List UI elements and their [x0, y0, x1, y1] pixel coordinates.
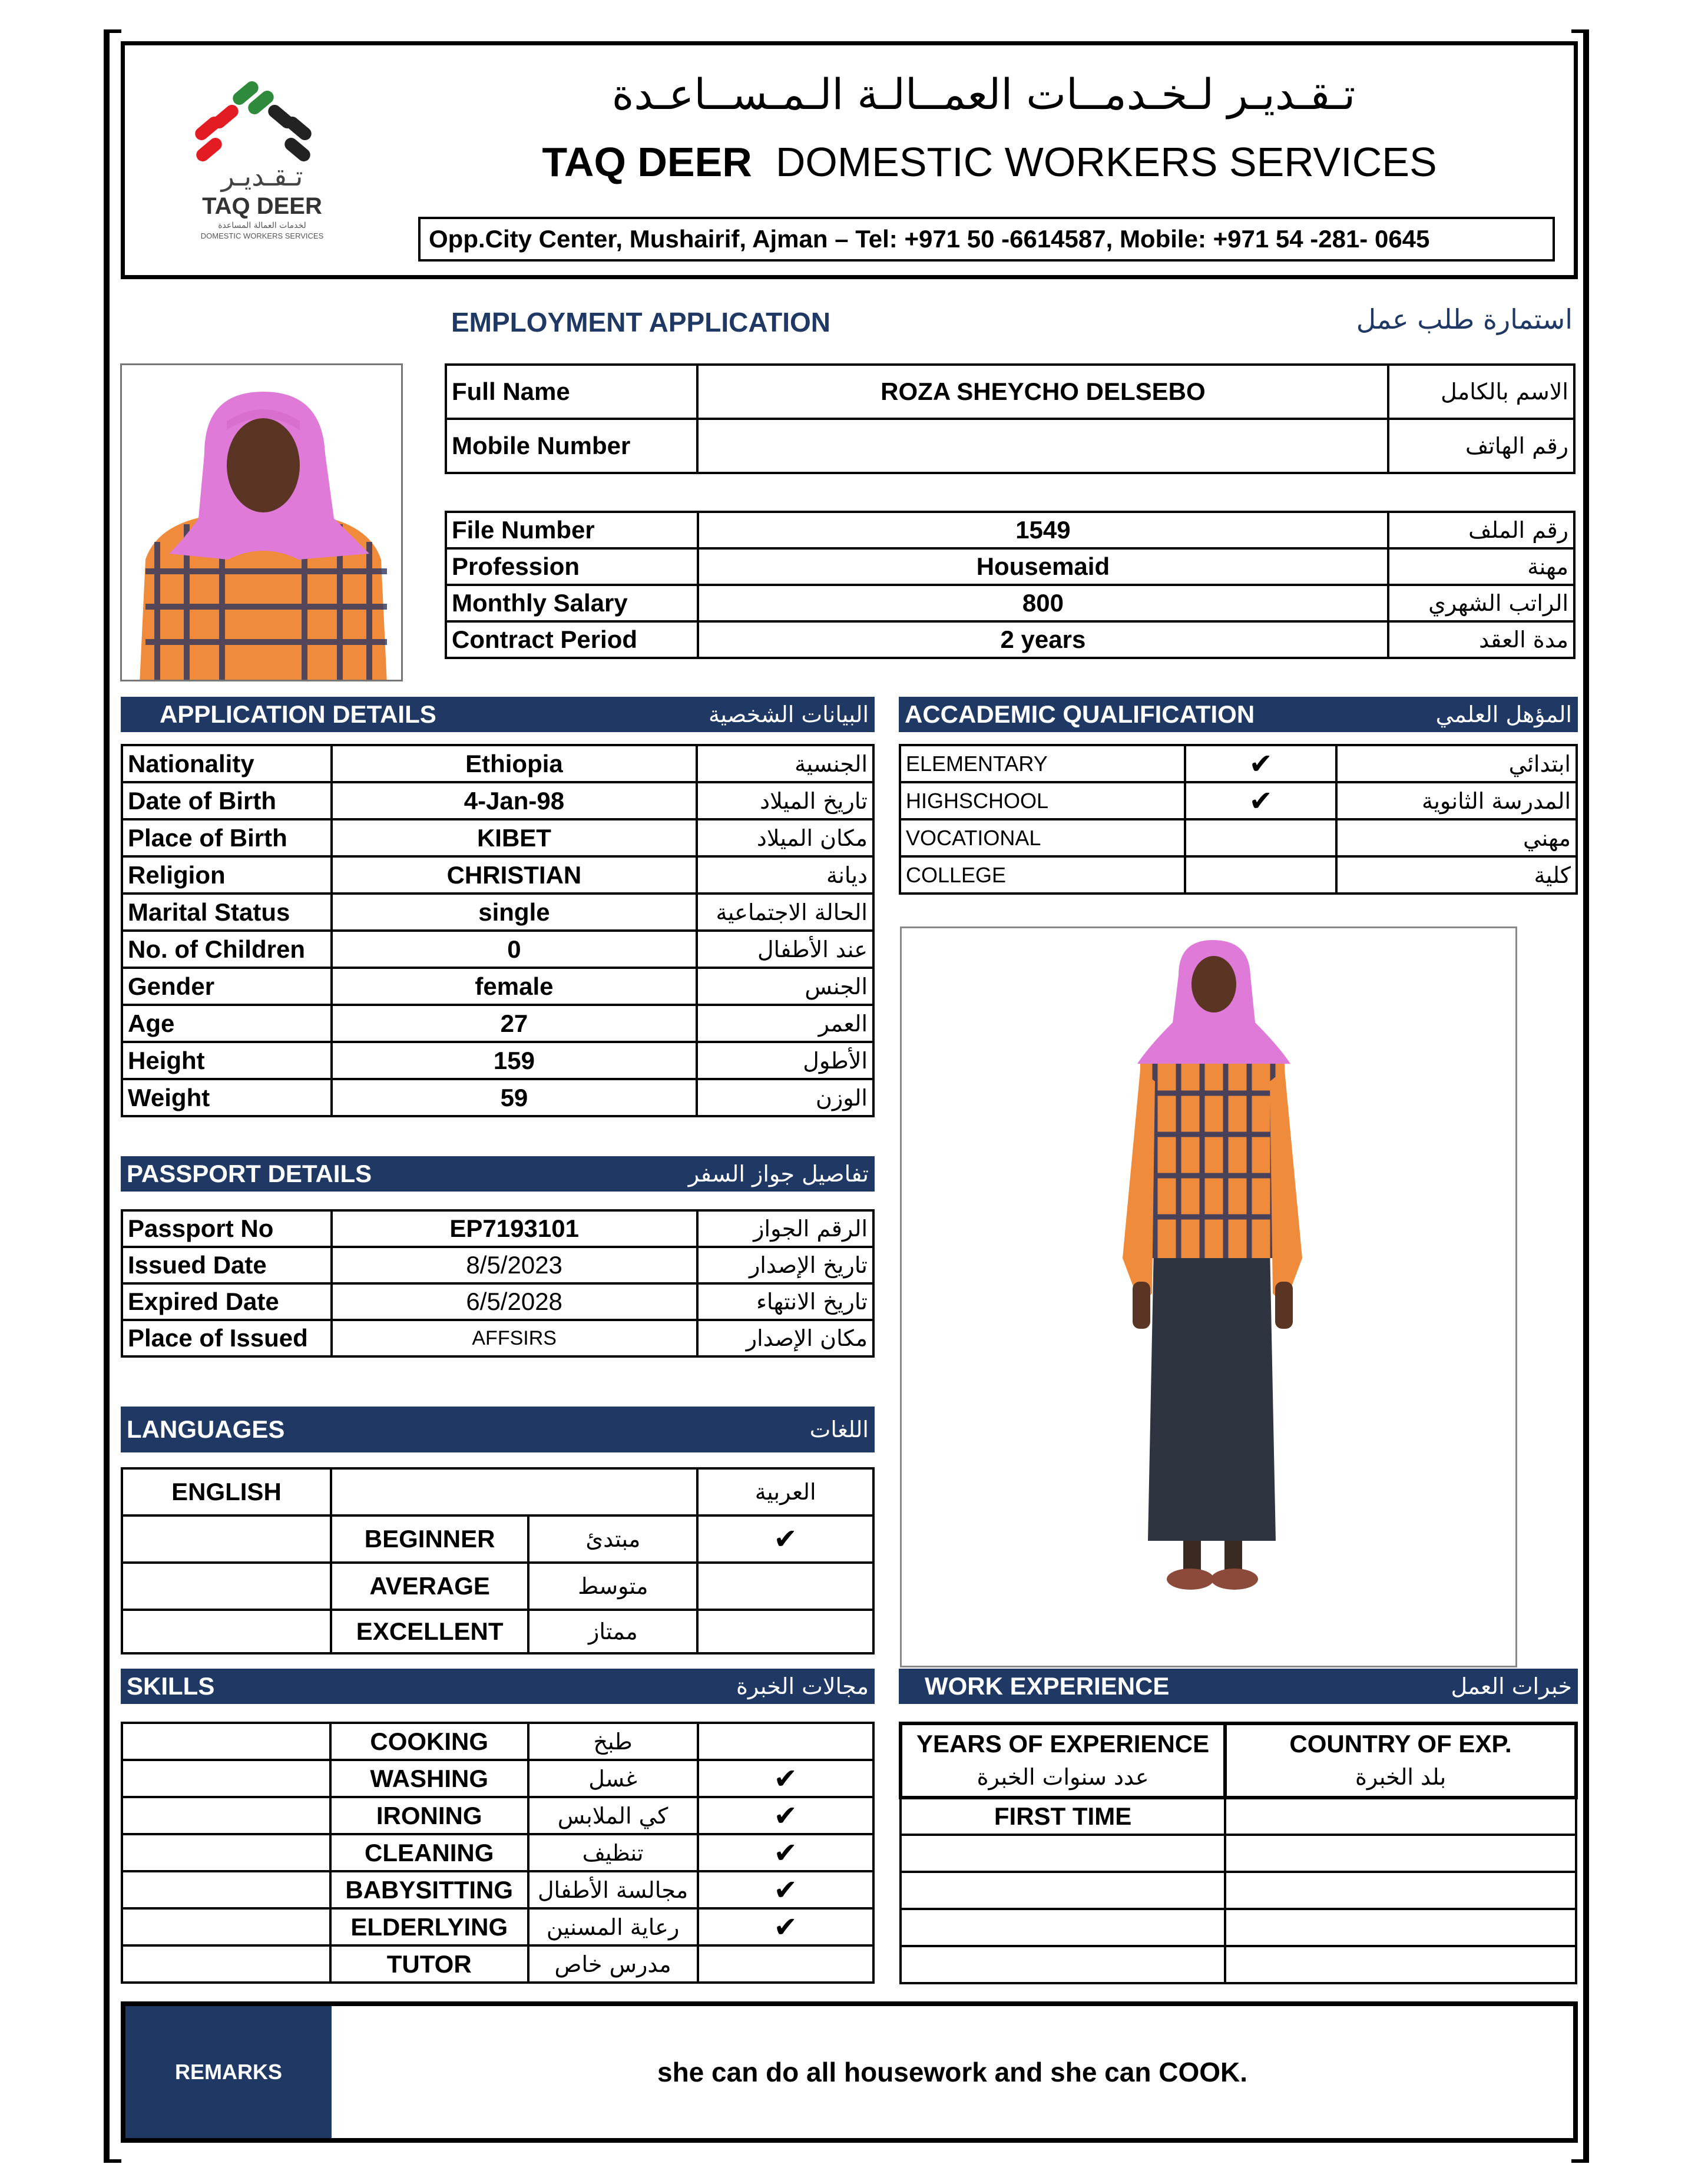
- field-label: Gender: [122, 968, 332, 1005]
- field-label: Profession: [446, 548, 698, 585]
- field-value: CHRISTIAN: [332, 856, 697, 894]
- field-label-arabic: تاريخ الميلاد: [697, 782, 873, 819]
- section-title: PASSPORT DETAILS: [127, 1160, 372, 1187]
- language-english: ENGLISH: [122, 1468, 331, 1515]
- field-value: EP7193101: [332, 1210, 697, 1247]
- country-value: [1225, 1798, 1576, 1835]
- level-label-arabic: متوسط: [528, 1563, 697, 1610]
- skill-label-arabic: تنظيف: [528, 1834, 698, 1871]
- page-border-corner: [104, 2159, 121, 2163]
- country-value: [1225, 1909, 1576, 1946]
- table-row: [122, 1945, 873, 1983]
- section-header-application: [121, 697, 875, 732]
- checkmark-icon: ✔: [697, 1515, 873, 1563]
- field-label: Place of Birth: [122, 819, 332, 856]
- section-title-arabic: البيانات الشخصية: [708, 701, 869, 727]
- checkmark-icon: [122, 1563, 331, 1610]
- checkmark-icon: ✔: [698, 1797, 873, 1834]
- level-label-arabic: مبتدئ: [528, 1515, 697, 1563]
- skill-label: TUTOR: [330, 1945, 528, 1983]
- field-label-arabic: الحالة الاجتماعية: [697, 894, 873, 931]
- field-value: KIBET: [332, 819, 697, 856]
- language-arabic: العربية: [697, 1468, 873, 1515]
- field-label: No. of Children: [122, 931, 332, 968]
- skills-table: [121, 1722, 875, 1984]
- years-value: [901, 1835, 1225, 1872]
- table-row: [122, 1797, 873, 1834]
- field-label-arabic: مكان الميلاد: [697, 819, 873, 856]
- country-header-label: COUNTRY OF EXP.: [1289, 1730, 1512, 1758]
- table-row: [122, 1005, 873, 1042]
- section-title: SKILLS: [127, 1672, 215, 1700]
- years-header-arabic: عدد سنوات الخبرة: [977, 1764, 1149, 1790]
- skill-label-arabic: مدرس خاص: [528, 1945, 698, 1983]
- section-title: LANGUAGES: [127, 1415, 285, 1443]
- portrait-photo: [120, 363, 403, 681]
- skill-label-arabic: غسل: [528, 1760, 698, 1797]
- page-border-corner: [1571, 2159, 1589, 2163]
- field-label-arabic: مكان الإصدار: [697, 1320, 873, 1356]
- table-row: [122, 819, 873, 856]
- field-label: Weight: [122, 1079, 332, 1116]
- skill-label: COOKING: [330, 1723, 528, 1760]
- field-value: 159: [332, 1042, 697, 1079]
- skill-label: WASHING: [330, 1760, 528, 1797]
- field-value: 6/5/2028: [332, 1283, 697, 1320]
- section-header-languages: [121, 1407, 875, 1452]
- skill-label-arabic: طبخ: [528, 1723, 698, 1760]
- checkmark-icon: ✔: [1185, 782, 1336, 819]
- table-row: [122, 1468, 873, 1515]
- field-label: Place of Issued: [122, 1320, 332, 1356]
- empty-cell: [122, 1797, 330, 1834]
- table-row: [446, 621, 1574, 658]
- table-row: [122, 856, 873, 894]
- field-value: 1549: [698, 512, 1389, 548]
- qualification-label-arabic: المدرسة الثانوية: [1336, 782, 1577, 819]
- table-row: [901, 1909, 1576, 1946]
- section-title: APPLICATION DETAILS: [160, 700, 436, 728]
- table-row: [122, 1610, 873, 1653]
- empty-cell: [122, 1945, 330, 1983]
- empty-cell: [122, 1723, 330, 1760]
- table-row: [122, 931, 873, 968]
- form-title: EMPLOYMENT APPLICATION: [451, 307, 830, 337]
- field-label-arabic: رقم الهاتف: [1388, 419, 1574, 473]
- table-row: [122, 745, 873, 782]
- table-row: [122, 1042, 873, 1079]
- field-label-arabic: الراتب الشهري: [1388, 585, 1574, 621]
- country-value: [1225, 1835, 1576, 1872]
- field-value: [697, 419, 1388, 473]
- table-row: [122, 1760, 873, 1797]
- table-row: [446, 365, 1574, 419]
- academic-table: [899, 744, 1578, 895]
- company-name-english: [530, 138, 1449, 191]
- qualification-label-arabic: كلية: [1336, 856, 1577, 894]
- application-details-table: [121, 744, 875, 1117]
- section-title: WORK EXPERIENCE: [925, 1672, 1170, 1700]
- field-value: Housemaid: [698, 548, 1389, 585]
- logo-name: TAQ DEER: [202, 193, 322, 219]
- field-label-arabic: تاريخ الإصدار: [697, 1247, 873, 1283]
- logo-tagline-en: DOMESTIC WORKERS SERVICES: [200, 231, 324, 240]
- field-label-arabic: الجنس: [697, 968, 873, 1005]
- level-label: BEGINNER: [331, 1515, 529, 1563]
- checkmark-icon: [122, 1610, 331, 1653]
- table-row: [901, 1798, 1576, 1835]
- page-border-corner: [1571, 29, 1589, 33]
- qualification-label-arabic: مهني: [1336, 819, 1577, 856]
- years-header-label: YEARS OF EXPERIENCE: [916, 1730, 1210, 1758]
- logo-arabic: تـقـديـر: [221, 160, 303, 192]
- empty-cell: [122, 1908, 330, 1945]
- passport-table: [121, 1209, 875, 1358]
- table-row: [122, 894, 873, 931]
- section-title-arabic: المؤهل العلمي: [1435, 701, 1572, 727]
- table-row: [901, 1723, 1576, 1798]
- field-value: 59: [332, 1079, 697, 1116]
- field-label-arabic: الأطول: [697, 1042, 873, 1079]
- identity-table: [445, 363, 1576, 474]
- skill-label-arabic: مجالسة الأطفال: [528, 1871, 698, 1908]
- table-row: [122, 1247, 873, 1283]
- skill-label: CLEANING: [330, 1834, 528, 1871]
- level-label: AVERAGE: [331, 1563, 529, 1610]
- field-label-arabic: مدة العقد: [1388, 621, 1574, 658]
- table-row: [122, 1320, 873, 1356]
- section-header-academic: [899, 697, 1578, 732]
- table-row: [900, 745, 1577, 782]
- company-name-arabic: تـقـديـر لـخـدمــات العمــالـة الـمـســاعـدة: [611, 70, 1356, 119]
- empty-cell: [122, 1760, 330, 1797]
- years-value: [901, 1909, 1225, 1946]
- qualification-label: VOCATIONAL: [900, 819, 1185, 856]
- field-value: 8/5/2023: [332, 1247, 697, 1283]
- field-label: Age: [122, 1005, 332, 1042]
- company-logo: [183, 74, 342, 250]
- company-address: Opp.City Center, Mushairif, Ajman – Tel: +971 50 -6614587, Mobile: +971 54 -281- 0645: [418, 217, 1555, 262]
- table-row: [900, 856, 1577, 894]
- field-label: Full Name: [446, 365, 697, 419]
- field-label: Contract Period: [446, 621, 698, 658]
- table-row: [122, 1283, 873, 1320]
- field-label-arabic: الرقم الجواز: [697, 1210, 873, 1247]
- checkmark-icon: [698, 1723, 873, 1760]
- table-row: [446, 548, 1574, 585]
- field-label-arabic: الجنسية: [697, 745, 873, 782]
- full-body-photo: [900, 926, 1517, 1667]
- country-value: [1225, 1872, 1576, 1909]
- field-label: Date of Birth: [122, 782, 332, 819]
- table-row: [446, 512, 1574, 548]
- work-experience-table: [899, 1722, 1578, 1984]
- empty-cell: [528, 1468, 697, 1515]
- section-title-arabic: خبرات العمل: [1451, 1673, 1572, 1699]
- empty-cell: [122, 1871, 330, 1908]
- empty-cell: [122, 1834, 330, 1871]
- field-value: 800: [698, 585, 1389, 621]
- section-title: ACCADEMIC QUALIFICATION: [905, 700, 1255, 728]
- table-row: [122, 782, 873, 819]
- table-row: [901, 1872, 1576, 1909]
- qualification-label: HIGHSCHOOL: [900, 782, 1185, 819]
- level-label-arabic: ممتاز: [528, 1610, 697, 1653]
- skill-label-arabic: كي الملابس: [528, 1797, 698, 1834]
- contract-table: [445, 511, 1576, 659]
- checkmark-icon: [122, 1515, 331, 1563]
- empty-cell: [331, 1468, 529, 1515]
- checkmark-icon: ✔: [698, 1908, 873, 1945]
- field-value: 0: [332, 931, 697, 968]
- field-label-arabic: عند الأطفال: [697, 931, 873, 968]
- table-row: [122, 1515, 873, 1563]
- years-value: [901, 1946, 1225, 1983]
- field-value: 2 years: [698, 621, 1389, 658]
- field-value: 4-Jan-98: [332, 782, 697, 819]
- logo-tagline-ar: لخدمات العمالة المساعدة: [218, 221, 306, 230]
- field-value: 27: [332, 1005, 697, 1042]
- field-label-arabic: مهنة: [1388, 548, 1574, 585]
- field-label: Marital Status: [122, 894, 332, 931]
- table-row: [122, 1210, 873, 1247]
- skill-label-arabic: رعاية المسنين: [528, 1908, 698, 1945]
- field-label: File Number: [446, 512, 698, 548]
- level-label: EXCELLENT: [331, 1610, 529, 1653]
- country-header: [1225, 1723, 1576, 1798]
- table-row: [122, 968, 873, 1005]
- checkmark-icon: ✔: [698, 1871, 873, 1908]
- checkmark-icon: [697, 1610, 873, 1653]
- country-value: [1225, 1946, 1576, 1983]
- remarks-text: she can do all housework and she can COOK.: [657, 2057, 1248, 2087]
- table-row: [900, 782, 1577, 819]
- table-row: [901, 1835, 1576, 1872]
- field-value: single: [332, 894, 697, 931]
- field-label-arabic: العمر: [697, 1005, 873, 1042]
- section-header-passport: [121, 1156, 875, 1192]
- years-header: [901, 1723, 1225, 1798]
- section-title-arabic: اللغات: [809, 1417, 869, 1442]
- qualification-label-arabic: ابتدائي: [1336, 745, 1577, 782]
- field-label-arabic: رقم الملف: [1388, 512, 1574, 548]
- field-value: AFFSIRS: [332, 1320, 697, 1356]
- years-value: [901, 1872, 1225, 1909]
- years-value: FIRST TIME: [901, 1798, 1225, 1835]
- checkmark-icon: [698, 1945, 873, 1983]
- page-border-corner: [104, 29, 121, 33]
- languages-table: [121, 1467, 875, 1654]
- checkmark-icon: ✔: [698, 1834, 873, 1871]
- field-value: ROZA SHEYCHO DELSEBO: [697, 365, 1388, 419]
- checkmark-icon: [1185, 856, 1336, 894]
- country-header-arabic: بلد الخبرة: [1355, 1764, 1447, 1790]
- checkmark-icon: [1185, 819, 1336, 856]
- field-label: Mobile Number: [446, 419, 697, 473]
- skill-label: BABYSITTING: [330, 1871, 528, 1908]
- field-label-arabic: ديانة: [697, 856, 873, 894]
- table-row: [122, 1723, 873, 1760]
- skill-label: ELDERLYING: [330, 1908, 528, 1945]
- field-label: Expired Date: [122, 1283, 332, 1320]
- table-row: [122, 1563, 873, 1610]
- table-row: [901, 1946, 1576, 1983]
- table-row: [122, 1079, 873, 1116]
- section-title-arabic: تفاصيل جواز السفر: [688, 1161, 869, 1187]
- section-header-work: [899, 1669, 1578, 1704]
- section-title-arabic: مجالات الخبرة: [736, 1673, 869, 1699]
- table-row: [900, 819, 1577, 856]
- checkmark-icon: ✔: [698, 1760, 873, 1797]
- field-label: Passport No: [122, 1210, 332, 1247]
- qualification-label: ELEMENTARY: [900, 745, 1185, 782]
- table-row: [122, 1871, 873, 1908]
- field-label-arabic: الوزن: [697, 1079, 873, 1116]
- field-label: Religion: [122, 856, 332, 894]
- checkmark-icon: ✔: [1185, 745, 1336, 782]
- field-label: Issued Date: [122, 1247, 332, 1283]
- section-header-skills: [121, 1669, 875, 1704]
- field-label: Height: [122, 1042, 332, 1079]
- checkmark-icon: [697, 1563, 873, 1610]
- company-subtitle: DOMESTIC WORKERS SERVICES: [775, 139, 1437, 185]
- field-label-arabic: الاسم بالكامل: [1388, 365, 1574, 419]
- field-label: Monthly Salary: [446, 585, 698, 621]
- field-value: female: [332, 968, 697, 1005]
- table-row: [446, 585, 1574, 621]
- qualification-label: COLLEGE: [900, 856, 1185, 894]
- skill-label: IRONING: [330, 1797, 528, 1834]
- field-label: Nationality: [122, 745, 332, 782]
- form-title-arabic: استمارة طلب عمل: [1356, 303, 1573, 335]
- remarks-label: REMARKS: [125, 2006, 332, 2138]
- table-row: [122, 1908, 873, 1945]
- brand-name: TAQ DEER: [542, 139, 752, 185]
- table-row: [446, 419, 1574, 473]
- table-row: [122, 1834, 873, 1871]
- field-label-arabic: تاريخ الانتهاء: [697, 1283, 873, 1320]
- field-value: Ethiopia: [332, 745, 697, 782]
